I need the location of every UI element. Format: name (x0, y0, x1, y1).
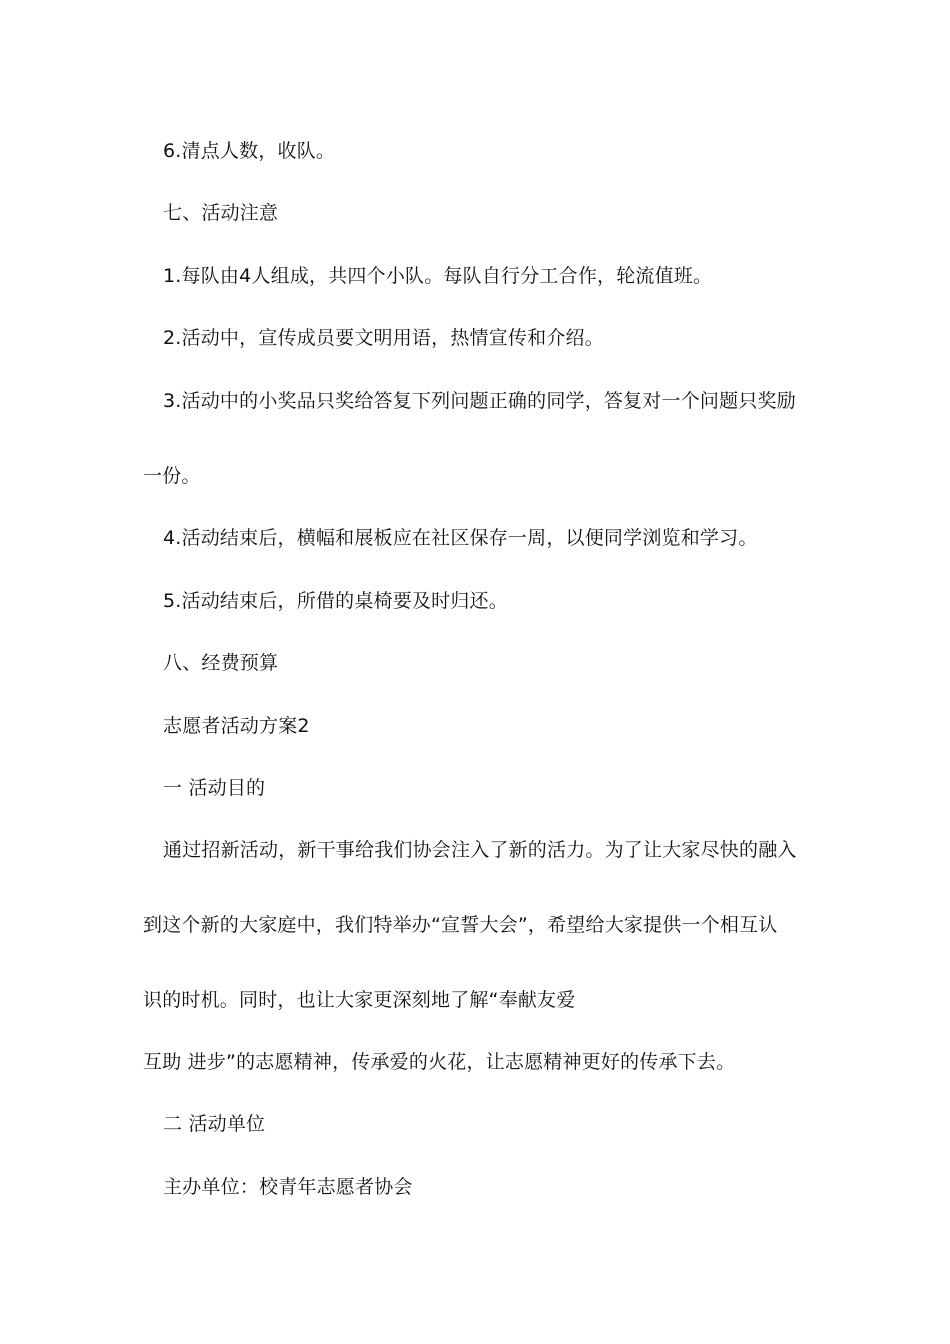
section-heading-units: 二 活动单位 (163, 1113, 266, 1135)
paragraph-line: 识的时机。同时，也让大家更深刻地了解“奉献友爱 (143, 989, 576, 1011)
section-heading-notes: 七、活动注意 (163, 202, 279, 224)
document-title-plan-2: 志愿者活动方案2 (163, 715, 310, 737)
list-item-note-2: 2.活动中，宣传成员要文明用语，热情宣传和介绍。 (163, 327, 604, 349)
section-heading-budget: 八、经费预算 (163, 652, 279, 674)
paragraph-line: 互助 进步”的志愿精神，传承爱的火花，让志愿精神更好的传承下去。 (143, 1051, 736, 1073)
list-item-note-5: 5.活动结束后，所借的桌椅要及时归还。 (163, 590, 508, 612)
host-unit-line: 主办单位：校青年志愿者协会 (163, 1176, 413, 1198)
paragraph-line: 到这个新的大家庭中，我们特举办“宣誓大会”，希望给大家提供一个相互认 (143, 914, 778, 936)
list-item-note-4: 4.活动结束后，横幅和展板应在社区保存一周，以便同学浏览和学习。 (163, 527, 758, 549)
list-item-note-3: 3.活动中的小奖品只奖给答复下列问题正确的同学，答复对一个问题只奖励 (163, 390, 796, 412)
list-item-step-6: 6.清点人数，收队。 (163, 140, 336, 162)
paragraph-line: 通过招新活动，新干事给我们协会注入了新的活力。为了让大家尽快的融入 (163, 839, 797, 861)
list-item-note-3-continued: 一份。 (143, 465, 201, 487)
list-item-note-1: 1.每队由4人组成，共四个小队。每队自行分工合作，轮流值班。 (163, 265, 713, 287)
section-heading-purpose: 一 活动目的 (163, 777, 266, 799)
